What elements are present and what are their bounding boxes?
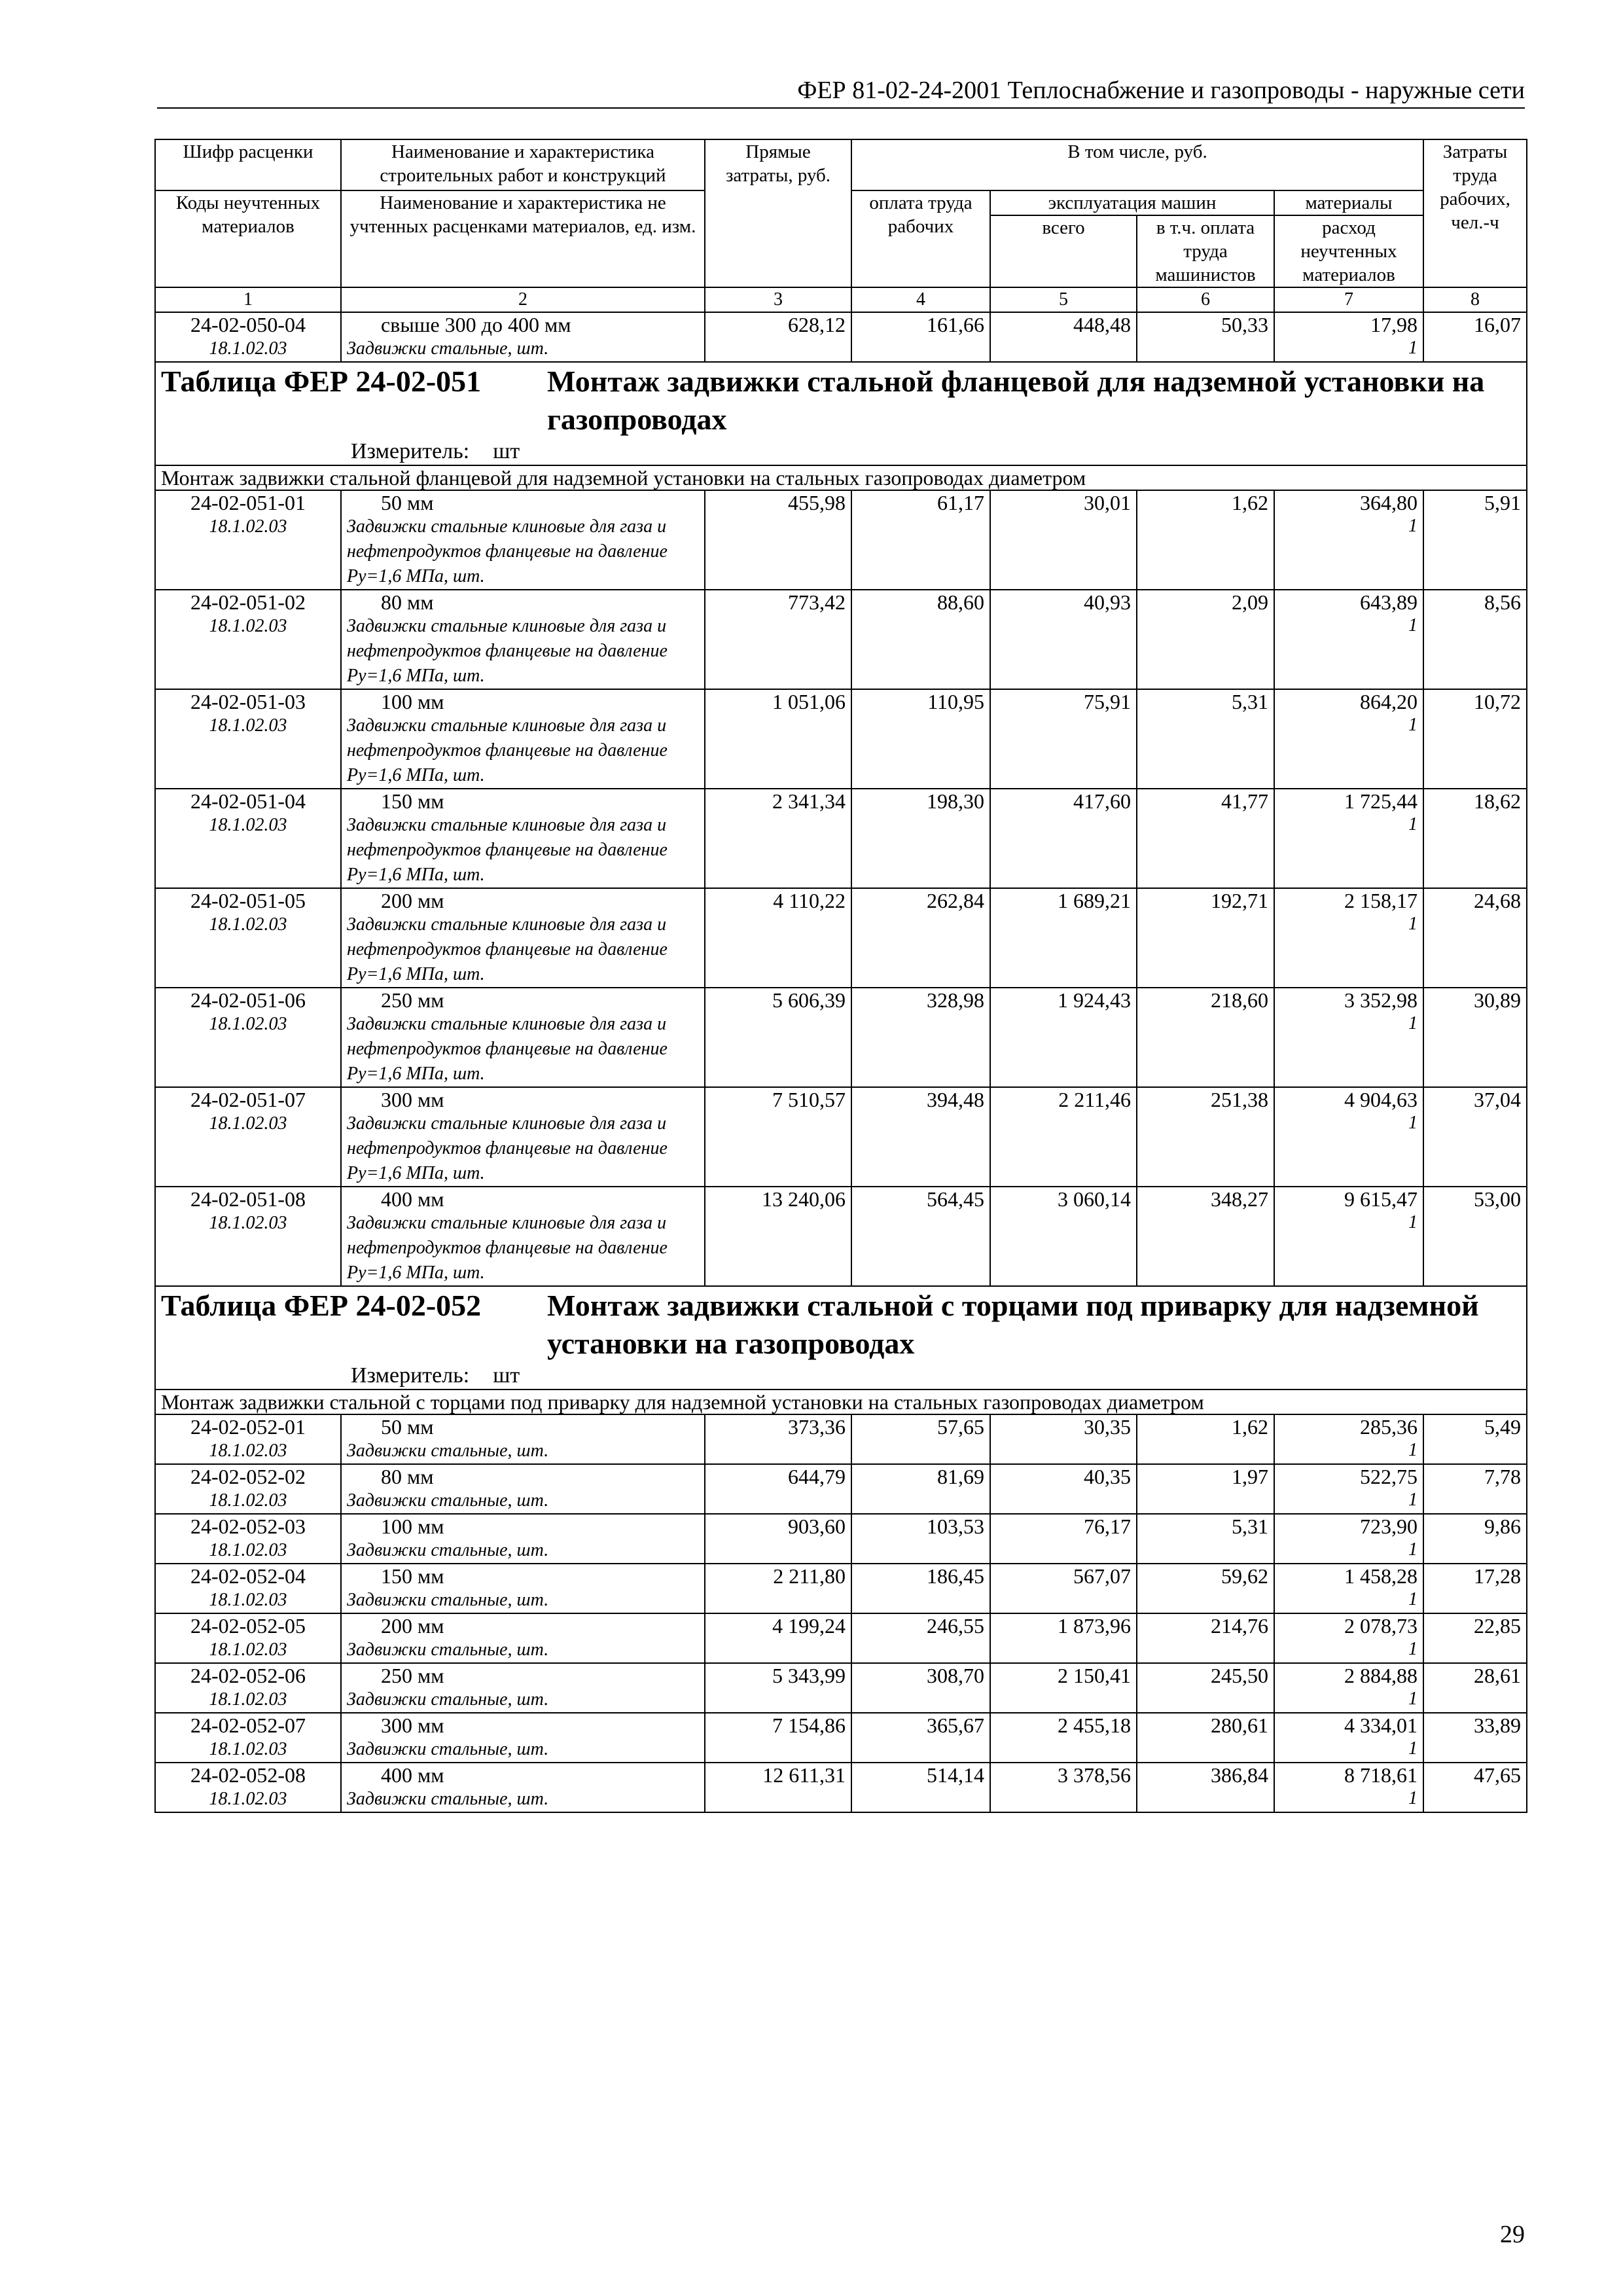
labor-cost: 7,78 (1423, 1464, 1527, 1514)
section-description-row (155, 465, 1527, 490)
table-row (155, 1514, 1527, 1564)
labor-cost: 10,72 (1423, 689, 1527, 789)
measure-label: Измеритель: (351, 439, 470, 463)
machines-cost: 3 060,14 (990, 1187, 1137, 1286)
material-qty: 1 (1408, 1440, 1418, 1460)
header-materials-sub: расход неучтенных материалов (1274, 215, 1423, 287)
rate-code: 24-02-051-06 (190, 988, 306, 1012)
machines-wage: 5,31 (1137, 689, 1274, 789)
work-name: 300 мм (381, 1088, 444, 1111)
wage-cost: 81,69 (851, 1464, 990, 1514)
direct-cost: 628,12 (705, 312, 851, 362)
material-name: Задвижки стальные клиновые для газа и нефтепродуктов фланцевые на давление Ру=1,6 МПа, шт. (347, 815, 668, 885)
machines-cost: 40,35 (990, 1464, 1137, 1514)
col-index: 8 (1423, 287, 1527, 312)
material-qty: 1 (1408, 1212, 1418, 1232)
machines-cost: 40,93 (990, 590, 1137, 689)
header-code-sub: Коды неучтенных материалов (155, 190, 341, 287)
direct-cost: 5 606,39 (705, 988, 851, 1087)
col-index: 5 (990, 287, 1137, 312)
labor-cost: 28,61 (1423, 1663, 1527, 1713)
materials-cost: 285,36 (1360, 1415, 1418, 1439)
direct-cost: 4 110,22 (705, 888, 851, 988)
labor-cost: 53,00 (1423, 1187, 1527, 1286)
section-label: Таблица ФЕР 24-02-051 (161, 365, 482, 398)
column-index-row (155, 287, 1527, 312)
section-description: Монтаж задвижки стальной с торцами под приварку для надземной установки на стальных газопроводах диаметром (155, 1390, 1527, 1414)
table-row (155, 1564, 1527, 1613)
table-section-title (155, 362, 1527, 465)
material-code: 18.1.02.03 (209, 1014, 287, 1034)
machines-cost: 2 455,18 (990, 1713, 1137, 1763)
material-code: 18.1.02.03 (209, 914, 287, 935)
machines-wage: 280,61 (1137, 1713, 1274, 1763)
wage-cost: 365,67 (851, 1713, 990, 1763)
header-labor: Затраты труда рабочих, чел.-ч (1423, 139, 1527, 287)
table-row (155, 1663, 1527, 1713)
machines-wage: 2,09 (1137, 590, 1274, 689)
machines-wage: 251,38 (1137, 1087, 1274, 1187)
material-code: 18.1.02.03 (209, 1540, 287, 1560)
header-machines: эксплуатация машин (990, 190, 1274, 215)
labor-cost: 33,89 (1423, 1713, 1527, 1763)
labor-cost: 22,85 (1423, 1613, 1527, 1663)
materials-cost: 1 458,28 (1344, 1564, 1418, 1588)
material-qty: 1 (1408, 1589, 1418, 1609)
header-name: Наименование и характеристика строительных работ и конструкций (341, 139, 705, 190)
rate-code: 24-02-051-02 (190, 590, 306, 614)
wage-cost: 110,95 (851, 689, 990, 789)
rate-code: 24-02-051-08 (190, 1187, 306, 1211)
material-code: 18.1.02.03 (209, 338, 287, 359)
machines-cost: 2 211,46 (990, 1087, 1137, 1187)
labor-cost: 5,49 (1423, 1414, 1527, 1464)
labor-cost: 9,86 (1423, 1514, 1527, 1564)
table-row (155, 1414, 1527, 1464)
wage-cost: 161,66 (851, 312, 990, 362)
page-header: ФЕР 81-02-24-2001 Теплоснабжение и газопроводы - наружные сети (157, 73, 1525, 109)
material-qty: 1 (1408, 1113, 1418, 1133)
work-name: 400 мм (381, 1763, 444, 1787)
material-qty: 1 (1408, 1788, 1418, 1808)
machines-cost: 448,48 (990, 312, 1137, 362)
material-name: Задвижки стальные клиновые для газа и нефтепродуктов фланцевые на давление Ру=1,6 МПа, шт. (347, 1014, 668, 1084)
header-machines-total: всего (990, 215, 1137, 287)
material-name: Задвижки стальные, шт. (347, 1441, 549, 1461)
rate-code: 24-02-051-01 (190, 491, 306, 514)
material-name: Задвижки стальные, шт. (347, 1640, 549, 1660)
section-label: Таблица ФЕР 24-02-052 (161, 1289, 482, 1322)
rate-code: 24-02-052-06 (190, 1664, 306, 1687)
machines-wage: 1,62 (1137, 1414, 1274, 1464)
header-materials: материалы (1274, 190, 1423, 215)
direct-cost: 773,42 (705, 590, 851, 689)
work-name: 300 мм (381, 1713, 444, 1737)
wage-cost: 564,45 (851, 1187, 990, 1286)
materials-cost: 2 884,88 (1344, 1664, 1418, 1687)
machines-cost: 417,60 (990, 789, 1137, 888)
measure-value: шт (493, 1363, 520, 1388)
table-row (155, 1464, 1527, 1514)
rate-code: 24-02-051-07 (190, 1088, 306, 1111)
col-index: 6 (1137, 287, 1274, 312)
machines-wage: 41,77 (1137, 789, 1274, 888)
materials-cost: 3 352,98 (1344, 988, 1418, 1012)
rate-code: 24-02-050-04 (190, 313, 306, 336)
table-row (155, 1713, 1527, 1763)
material-code: 18.1.02.03 (209, 1441, 287, 1461)
direct-cost: 5 343,99 (705, 1663, 851, 1713)
direct-cost: 644,79 (705, 1464, 851, 1514)
materials-cost: 2 078,73 (1344, 1614, 1418, 1638)
labor-cost: 24,68 (1423, 888, 1527, 988)
machines-cost: 75,91 (990, 689, 1137, 789)
table-row (155, 1087, 1527, 1187)
material-code: 18.1.02.03 (209, 616, 287, 636)
labor-cost: 30,89 (1423, 988, 1527, 1087)
wage-cost: 88,60 (851, 590, 990, 689)
direct-cost: 2 211,80 (705, 1564, 851, 1613)
rate-code: 24-02-052-01 (190, 1415, 306, 1439)
header-incl: В том числе, руб. (851, 139, 1423, 190)
machines-wage: 59,62 (1137, 1564, 1274, 1613)
material-code: 18.1.02.03 (209, 1213, 287, 1233)
rate-code: 24-02-052-03 (190, 1515, 306, 1538)
work-name: 250 мм (381, 988, 444, 1012)
machines-cost: 2 150,41 (990, 1663, 1137, 1713)
direct-cost: 455,98 (705, 490, 851, 590)
material-qty: 1 (1408, 338, 1418, 358)
direct-cost: 1 051,06 (705, 689, 851, 789)
header-direct: Прямые затраты, руб. (705, 139, 851, 287)
material-qty: 1 (1408, 814, 1418, 834)
labor-cost: 5,91 (1423, 490, 1527, 590)
col-index: 4 (851, 287, 990, 312)
direct-cost: 13 240,06 (705, 1187, 851, 1286)
material-qty: 1 (1408, 715, 1418, 735)
materials-cost: 17,98 (1370, 313, 1418, 336)
material-name: Задвижки стальные клиновые для газа и нефтепродуктов фланцевые на давление Ру=1,6 МПа, шт. (347, 616, 668, 686)
section-title: Монтаж задвижки стальной фланцевой для надземной установки на газопроводах (547, 365, 1485, 436)
material-qty: 1 (1408, 615, 1418, 636)
wage-cost: 186,45 (851, 1564, 990, 1613)
material-code: 18.1.02.03 (209, 1689, 287, 1710)
materials-cost: 2 158,17 (1344, 889, 1418, 912)
material-code: 18.1.02.03 (209, 1739, 287, 1759)
table-row (155, 689, 1527, 789)
rate-code: 24-02-052-08 (190, 1763, 306, 1787)
rate-code: 24-02-052-02 (190, 1465, 306, 1488)
material-code: 18.1.02.03 (209, 715, 287, 736)
measure-value: шт (493, 439, 520, 463)
direct-cost: 7 154,86 (705, 1713, 851, 1763)
machines-cost: 3 378,56 (990, 1763, 1137, 1812)
work-name: 80 мм (381, 1465, 434, 1488)
machines-cost: 1 924,43 (990, 988, 1137, 1087)
machines-cost: 30,01 (990, 490, 1137, 590)
machines-wage: 1,97 (1137, 1464, 1274, 1514)
measure-unit (161, 439, 1521, 465)
material-name: Задвижки стальные клиновые для газа и нефтепродуктов фланцевые на давление Ру=1,6 МПа, шт. (347, 516, 668, 586)
material-name: Задвижки стальные клиновые для газа и нефтепродуктов фланцевые на давление Ру=1,6 МПа, шт. (347, 715, 668, 785)
labor-cost: 18,62 (1423, 789, 1527, 888)
materials-cost: 9 615,47 (1344, 1187, 1418, 1211)
direct-cost: 2 341,34 (705, 789, 851, 888)
materials-cost: 4 334,01 (1344, 1713, 1418, 1737)
materials-cost: 864,20 (1360, 690, 1418, 713)
direct-cost: 373,36 (705, 1414, 851, 1464)
work-name: 100 мм (381, 690, 444, 713)
material-name: Задвижки стальные, шт. (347, 1789, 549, 1809)
direct-cost: 4 199,24 (705, 1613, 851, 1663)
material-qty: 1 (1408, 914, 1418, 934)
work-name: 200 мм (381, 889, 444, 912)
material-name: Задвижки стальные, шт. (347, 338, 549, 359)
work-name: 50 мм (381, 1415, 434, 1439)
materials-cost: 8 718,61 (1344, 1763, 1418, 1787)
col-index: 2 (341, 287, 705, 312)
table-body (155, 312, 1527, 1812)
table-header (155, 139, 1527, 312)
labor-cost: 47,65 (1423, 1763, 1527, 1812)
machines-wage: 1,62 (1137, 490, 1274, 590)
machines-cost: 76,17 (990, 1514, 1137, 1564)
machines-wage: 192,71 (1137, 888, 1274, 988)
work-name: свыше 300 до 400 мм (381, 313, 571, 336)
labor-cost: 8,56 (1423, 590, 1527, 689)
wage-cost: 57,65 (851, 1414, 990, 1464)
material-code: 18.1.02.03 (209, 1490, 287, 1511)
material-code: 18.1.02.03 (209, 1640, 287, 1660)
material-name: Задвижки стальные клиновые для газа и нефтепродуктов фланцевые на давление Ру=1,6 МПа, шт. (347, 1213, 668, 1283)
materials-cost: 643,89 (1360, 590, 1418, 614)
work-name: 50 мм (381, 491, 434, 514)
machines-cost: 1 689,21 (990, 888, 1137, 988)
material-name: Задвижки стальные, шт. (347, 1739, 549, 1759)
labor-cost: 17,28 (1423, 1564, 1527, 1613)
rate-code: 24-02-051-04 (190, 789, 306, 813)
material-code: 18.1.02.03 (209, 815, 287, 835)
machines-wage: 5,31 (1137, 1514, 1274, 1564)
rate-code: 24-02-052-07 (190, 1713, 306, 1737)
wage-cost: 103,53 (851, 1514, 990, 1564)
materials-cost: 364,80 (1360, 491, 1418, 514)
material-name: Задвижки стальные, шт. (347, 1590, 549, 1610)
machines-wage: 386,84 (1137, 1763, 1274, 1812)
rates-table (154, 139, 1527, 1813)
page-number: 29 (1500, 2221, 1525, 2248)
work-name: 400 мм (381, 1187, 444, 1211)
wage-cost: 61,17 (851, 490, 990, 590)
table-row (155, 1187, 1527, 1286)
material-name: Задвижки стальные клиновые для газа и нефтепродуктов фланцевые на давление Ру=1,6 МПа, шт. (347, 914, 668, 984)
material-code: 18.1.02.03 (209, 1789, 287, 1809)
wage-cost: 514,14 (851, 1763, 990, 1812)
machines-wage: 214,76 (1137, 1613, 1274, 1663)
table-row (155, 888, 1527, 988)
section-description: Монтаж задвижки стальной фланцевой для надземной установки на стальных газопроводах диаметром (155, 465, 1527, 490)
wage-cost: 262,84 (851, 888, 990, 988)
machines-wage: 348,27 (1137, 1187, 1274, 1286)
work-name: 100 мм (381, 1515, 444, 1538)
labor-cost: 16,07 (1423, 312, 1527, 362)
material-qty: 1 (1408, 1539, 1418, 1560)
material-qty: 1 (1408, 516, 1418, 536)
work-name: 200 мм (381, 1614, 444, 1638)
machines-wage: 245,50 (1137, 1663, 1274, 1713)
table-section-title (155, 1286, 1527, 1390)
material-name: Задвижки стальные клиновые для газа и нефтепродуктов фланцевые на давление Ру=1,6 МПа, шт. (347, 1113, 668, 1183)
material-qty: 1 (1408, 1013, 1418, 1033)
labor-cost: 37,04 (1423, 1087, 1527, 1187)
wage-cost: 394,48 (851, 1087, 990, 1187)
material-code: 18.1.02.03 (209, 1590, 287, 1610)
rate-code: 24-02-052-04 (190, 1564, 306, 1588)
material-qty: 1 (1408, 1738, 1418, 1759)
work-name: 150 мм (381, 789, 444, 813)
material-qty: 1 (1408, 1689, 1418, 1709)
table-row (155, 312, 1527, 362)
material-qty: 1 (1408, 1639, 1418, 1659)
machines-cost: 567,07 (990, 1564, 1137, 1613)
rate-code: 24-02-052-05 (190, 1614, 306, 1638)
machines-wage: 218,60 (1137, 988, 1274, 1087)
machines-wage: 50,33 (1137, 312, 1274, 362)
table-row (155, 590, 1527, 689)
material-qty: 1 (1408, 1490, 1418, 1510)
direct-cost: 7 510,57 (705, 1087, 851, 1187)
material-name: Задвижки стальные, шт. (347, 1689, 549, 1710)
section-title: Монтаж задвижки стальной с торцами под приварку для надземной установки на газопроводах (547, 1289, 1479, 1360)
machines-cost: 30,35 (990, 1414, 1137, 1464)
table-row (155, 1763, 1527, 1812)
materials-cost: 1 725,44 (1344, 789, 1418, 813)
direct-cost: 903,60 (705, 1514, 851, 1564)
table-row (155, 988, 1527, 1087)
wage-cost: 308,70 (851, 1663, 990, 1713)
work-name: 150 мм (381, 1564, 444, 1588)
col-index: 7 (1274, 287, 1423, 312)
wage-cost: 328,98 (851, 988, 990, 1087)
material-name: Задвижки стальные, шт. (347, 1490, 549, 1511)
col-index: 1 (155, 287, 341, 312)
materials-cost: 522,75 (1360, 1465, 1418, 1488)
measure-unit (161, 1363, 1521, 1389)
header-code: Шифр расценки (155, 139, 341, 190)
header-wage: оплата труда рабочих (851, 190, 990, 287)
section-description-row (155, 1390, 1527, 1414)
rate-code: 24-02-051-03 (190, 690, 306, 713)
work-name: 80 мм (381, 590, 434, 614)
material-name: Задвижки стальные, шт. (347, 1540, 549, 1560)
measure-label: Измеритель: (351, 1363, 470, 1388)
direct-cost: 12 611,31 (705, 1763, 851, 1812)
material-code: 18.1.02.03 (209, 516, 287, 537)
work-name: 250 мм (381, 1664, 444, 1687)
materials-cost: 723,90 (1360, 1515, 1418, 1538)
material-code: 18.1.02.03 (209, 1113, 287, 1134)
header-name-sub: Наименование и характеристика не учтенных расценками материалов, ед. изм. (341, 190, 705, 287)
col-index: 3 (705, 287, 851, 312)
table-row (155, 1613, 1527, 1663)
machines-cost: 1 873,96 (990, 1613, 1137, 1663)
rate-code: 24-02-051-05 (190, 889, 306, 912)
wage-cost: 198,30 (851, 789, 990, 888)
table-row (155, 789, 1527, 888)
wage-cost: 246,55 (851, 1613, 990, 1663)
materials-cost: 4 904,63 (1344, 1088, 1418, 1111)
table-row (155, 490, 1527, 590)
header-machines-wage: в т.ч. оплата труда машинистов (1137, 215, 1274, 287)
